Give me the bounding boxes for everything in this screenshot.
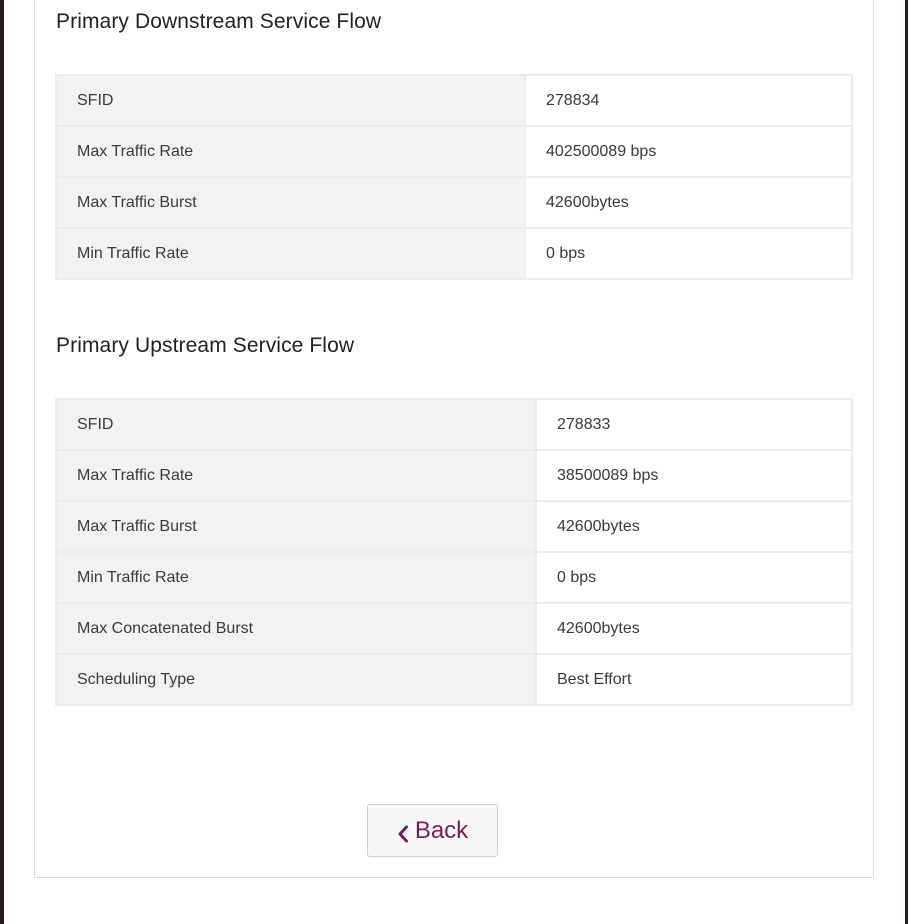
back-button[interactable] [367, 804, 498, 857]
row-value: 0 bps [526, 229, 851, 278]
row-value: 0 bps [537, 553, 851, 604]
chevron-left-icon [397, 822, 409, 840]
table-row [57, 502, 851, 553]
service-flow-panel [34, 0, 874, 878]
row-label: Scheduling Type [57, 655, 537, 704]
upstream-section-title: Primary Upstream Service Flow [56, 334, 355, 357]
table-row [57, 400, 851, 451]
table-row [57, 604, 851, 655]
table-row [57, 451, 851, 502]
row-label: Max Traffic Burst [57, 502, 537, 553]
back-button-label: Back [414, 816, 469, 844]
table-row [57, 127, 851, 178]
row-label: SFID [57, 76, 526, 127]
row-value: 402500089 bps [526, 127, 851, 178]
row-label: Min Traffic Rate [57, 229, 526, 278]
row-value: 278833 [537, 400, 851, 451]
table-row [57, 178, 851, 229]
table-row [57, 76, 851, 127]
row-label: Max Traffic Burst [57, 178, 526, 229]
upstream-table [55, 398, 853, 706]
table-row [57, 229, 851, 278]
row-label: Max Traffic Rate [57, 451, 537, 502]
row-label: SFID [57, 400, 537, 451]
row-value: 42600bytes [526, 178, 851, 229]
downstream-table [55, 74, 853, 280]
row-value: Best Effort [537, 655, 851, 704]
window-edge-left [0, 0, 4, 924]
row-value: 278834 [526, 76, 851, 127]
row-label: Max Traffic Rate [57, 127, 526, 178]
row-label: Min Traffic Rate [57, 553, 537, 604]
row-value: 38500089 bps [537, 451, 851, 502]
table-row [57, 655, 851, 704]
downstream-section-title: Primary Downstream Service Flow [56, 10, 382, 33]
table-row [57, 553, 851, 604]
row-value: 42600bytes [537, 502, 851, 553]
row-label: Max Concatenated Burst [57, 604, 537, 655]
row-value: 42600bytes [537, 604, 851, 655]
